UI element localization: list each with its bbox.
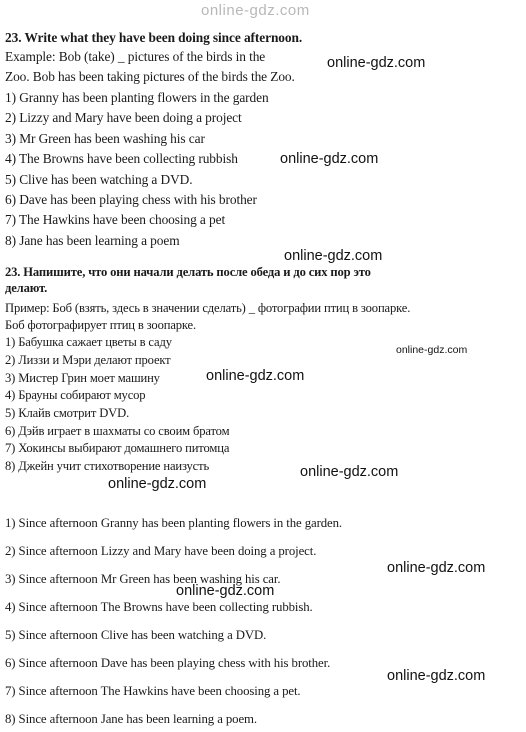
watermark: online-gdz.com bbox=[396, 344, 468, 356]
watermark: online-gdz.com bbox=[387, 668, 486, 684]
english-task-heading: 23. Write what they have been doing since afternoon. bbox=[5, 30, 303, 45]
answer-line: 8) Since afternoon Jane has been learning a poem. bbox=[5, 712, 258, 726]
site-header-watermark: online-gdz.com bbox=[201, 2, 310, 19]
watermark: online-gdz.com bbox=[176, 583, 275, 599]
english-example-line-2: Zoo. Bob has been taking pictures of the birds the Zoo. bbox=[5, 69, 295, 84]
answer-line: 3) Since afternoon Mr Green has been washing his car. bbox=[5, 572, 281, 586]
english-example-line-1: Example: Bob (take) _ pictures of the birds in the bbox=[5, 49, 266, 64]
russian-task-item: 6) Дэйв играет в шахматы со своим братом bbox=[5, 424, 230, 438]
watermark: online-gdz.com bbox=[327, 55, 426, 71]
watermark: online-gdz.com bbox=[108, 476, 207, 492]
english-task-item: 8) Jane has been learning a poem bbox=[5, 233, 180, 248]
english-task-item: 4) The Browns have been collecting rubbish bbox=[5, 151, 238, 166]
english-task-item: 2) Lizzy and Mary have been doing a project bbox=[5, 110, 242, 125]
russian-task-heading-line-1: 23. Напишите, что они начали делать после обеда и до сих пор это bbox=[5, 265, 371, 279]
russian-example-line-1: Пример: Боб (взять, здесь в значении сделать) _ фотографии птиц в зоопарке. bbox=[5, 301, 411, 315]
answer-line: 1) Since afternoon Granny has been planting flowers in the garden. bbox=[5, 516, 343, 530]
watermark: online-gdz.com bbox=[206, 368, 305, 384]
russian-task-item: 7) Хокинсы выбирают домашнего питомца bbox=[5, 441, 230, 455]
russian-task-item: 3) Мистер Грин моет машину bbox=[5, 371, 160, 385]
watermark: online-gdz.com bbox=[280, 151, 379, 167]
russian-task-item: 2) Лиззи и Мэри делают проект bbox=[5, 353, 171, 367]
answer-line: 6) Since afternoon Dave has been playing chess with his brother. bbox=[5, 656, 331, 670]
russian-task-item: 4) Брауны собирают мусор bbox=[5, 388, 146, 402]
russian-task-item: 8) Джейн учит стихотворение наизусть bbox=[5, 459, 210, 473]
answer-line: 5) Since afternoon Clive has been watching a DVD. bbox=[5, 628, 267, 642]
english-task-item: 3) Mr Green has been washing his car bbox=[5, 131, 205, 146]
russian-example-line-2: Боб фотографирует птиц в зоопарке. bbox=[5, 318, 196, 332]
watermark: online-gdz.com bbox=[284, 248, 383, 264]
answer-line: 4) Since afternoon The Browns have been collecting rubbish. bbox=[5, 600, 313, 614]
english-task-item: 7) The Hawkins have been choosing a pet bbox=[5, 212, 226, 227]
answer-line: 2) Since afternoon Lizzy and Mary have been doing a project. bbox=[5, 544, 317, 558]
watermark: online-gdz.com bbox=[300, 464, 399, 480]
english-task-item: 5) Clive has been watching a DVD. bbox=[5, 172, 193, 187]
english-task-item: 6) Dave has been playing chess with his brother bbox=[5, 192, 257, 207]
english-task-item: 1) Granny has been planting flowers in the garden bbox=[5, 90, 269, 105]
russian-task-item: 5) Клайв смотрит DVD. bbox=[5, 406, 130, 420]
watermark: online-gdz.com bbox=[387, 560, 486, 576]
russian-task-item: 1) Бабушка сажает цветы в саду bbox=[5, 335, 172, 349]
answer-line: 7) Since afternoon The Hawkins have been choosing a pet. bbox=[5, 684, 301, 698]
russian-task-heading-line-2: делают. bbox=[5, 281, 48, 295]
